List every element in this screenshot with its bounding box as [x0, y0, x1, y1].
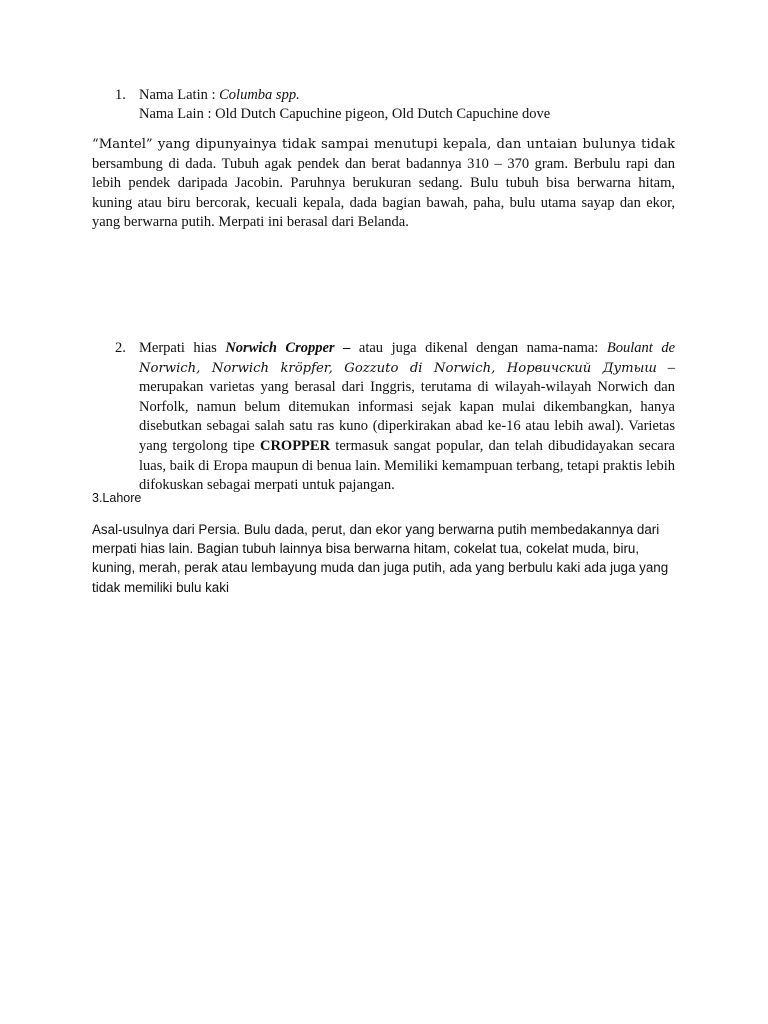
type-name: CROPPER	[259, 437, 331, 454]
latin-name-line	[139, 86, 300, 105]
alt-names-2: Norwich, Norwich kröpfer, Gozzuto di Norwich, Норвичский Дутыш	[139, 360, 657, 376]
list-item-2-text	[139, 339, 675, 496]
alt-name-1: Boulant de	[606, 340, 676, 356]
rest-text: termasuk sangat popular, dan telah dibudidayakan secara luas, baik di Eropa maupun di benua lain. Memiliki kemampuan terbang, tetapi praktis lebih difokuskan sebagai merpati untuk pajangan.	[139, 437, 675, 494]
other-names-line: Nama Lain : Old Dutch Capuchine pigeon, Old Dutch Capuchine dove	[139, 106, 551, 122]
section-3-heading: 3.Lahore	[92, 491, 142, 505]
list-number: 1.	[115, 87, 126, 103]
description-paragraph-1	[92, 135, 675, 233]
section-3-paragraph: Asal-usulnya dari Persia. Bulu dada, perut, dan ekor yang berwarna putih membedakannya dari merpati hias lain. Bagian tubuh lainnya bisa berwarna hitam, cokelat tua, cokelat muda, biru, kuning, merah, perak atau lembayung muda dan juga putih, ada yang berbulu kaki ada juga yang tidak memiliki bulu kaki	[92, 522, 669, 595]
latin-name-label: Nama Latin :	[139, 87, 220, 103]
breed-name: Norwich Cropper –	[225, 340, 351, 356]
latin-name-value: Columba spp.	[219, 87, 300, 103]
mid-text: atau juga dikenal dengan nama-nama:	[350, 340, 607, 356]
paragraph-1-opening: “Mantel” yang dipunyainya tidak sampai menutupi kepala, dan untaian bulunya tidak	[92, 137, 675, 152]
intro-text: Merpati hias	[139, 340, 226, 356]
description-text: – merupakan varietas yang berasal dari Inggris, terutama di wilayah-wilayah Norwich dan Norfolk, namun belum ditemukan informasi sejak kapan mulai dikembangkan, hanya disebutkan sebagai salah satu ras kuno (diperkirakan abad ke-16 atau lebih awal). Varietas yang tergolong tipe	[139, 359, 675, 454]
list-number: 2.	[115, 340, 126, 356]
paragraph-1-body: bersambung di dada. Tubuh agak pendek dan berat badannya 310 – 370 gram. Berbulu rapi dan lebih pendek daripada Jacobin. Paruhnya berukuran sedang. Bulu tubuh bisa berwarna hitam, kuning atau biru bercorak, kecuali kepala, dada bagian bawah, paha, bulu utama sayap dan ekor, yang berwarna putih. Merpati ini berasal dari Belanda.	[92, 155, 675, 230]
